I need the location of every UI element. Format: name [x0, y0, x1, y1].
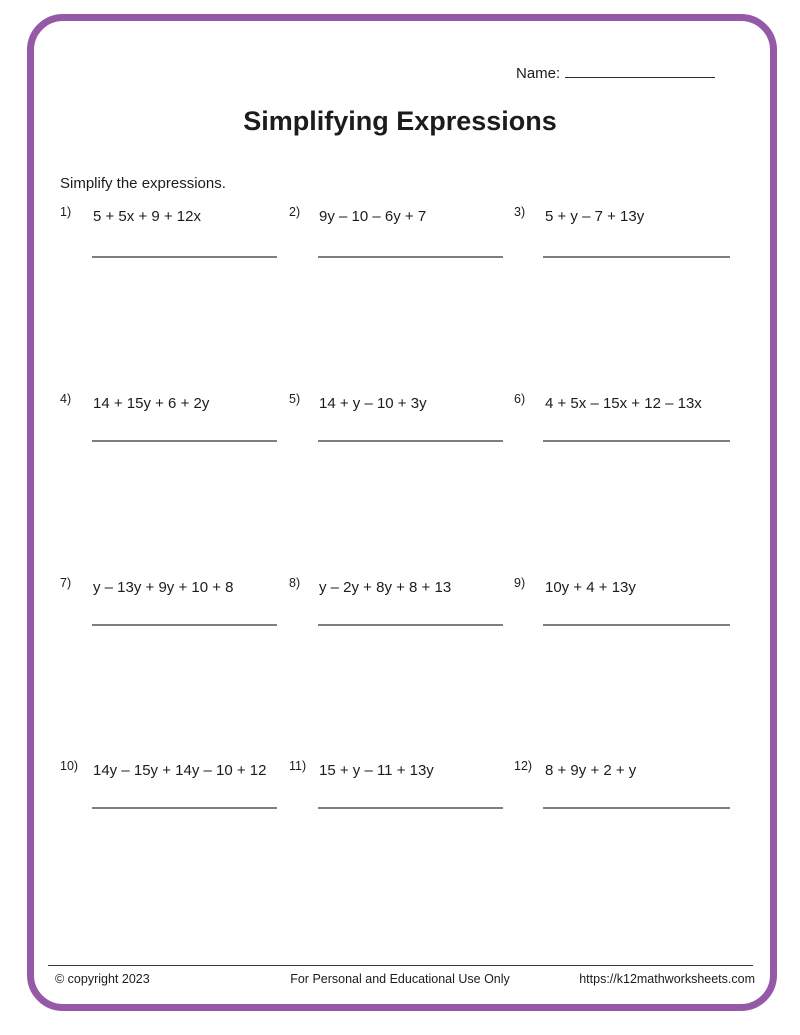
- footer-divider: [48, 965, 753, 966]
- problem-number: 6): [514, 392, 526, 406]
- problem-number: 9): [514, 576, 526, 590]
- problem-expression: y – 2y + 8y + 8 + 13: [319, 579, 452, 596]
- problem-number: 10): [60, 759, 79, 773]
- problem-expression: 14 + y – 10 + 3y: [319, 395, 427, 412]
- problem-expression: 15 + y – 11 + 13y: [319, 762, 434, 779]
- footer-copyright: © copyright 2023: [55, 972, 150, 986]
- footer-usage-notice: For Personal and Educational Use Only: [290, 972, 510, 986]
- problem-number: 1): [60, 205, 72, 219]
- answer-line: [92, 256, 277, 258]
- answer-line: [318, 624, 503, 626]
- instructions-text: Simplify the expressions.: [60, 175, 226, 192]
- problem-expression: 14 + 15y + 6 + 2y: [93, 395, 210, 412]
- problem-number: 4): [60, 392, 72, 406]
- problem-number: 8): [289, 576, 301, 590]
- answer-line: [318, 256, 503, 258]
- problem-expression: 10y + 4 + 13y: [545, 579, 636, 596]
- answer-line: [92, 440, 277, 442]
- problem-expression: 5 + 5x + 9 + 12x: [93, 208, 201, 225]
- problem-number: 2): [289, 205, 301, 219]
- answer-line: [543, 256, 730, 258]
- answer-line: [318, 807, 503, 809]
- problem-number: 11): [289, 759, 307, 773]
- name-label: Name:: [516, 65, 561, 82]
- problem-number: 12): [514, 759, 533, 773]
- answer-line: [543, 807, 730, 809]
- problem-number: 3): [514, 205, 526, 219]
- problem-expression: 9y – 10 – 6y + 7: [319, 208, 427, 225]
- page-title: Simplifying Expressions: [243, 106, 557, 136]
- problem-expression: 5 + y – 7 + 13y: [545, 208, 645, 225]
- answer-line: [543, 440, 730, 442]
- problem-number: 7): [60, 576, 72, 590]
- answer-line: [318, 440, 503, 442]
- problem-expression: 8 + 9y + 2 + y: [545, 762, 637, 779]
- problem-expression: y – 13y + 9y + 10 + 8: [93, 579, 234, 596]
- problem-number: 5): [289, 392, 301, 406]
- answer-line: [92, 807, 277, 809]
- answer-line: [92, 624, 277, 626]
- problem-expression: 14y – 15y + 14y – 10 + 12: [93, 762, 267, 779]
- answer-line: [543, 624, 730, 626]
- footer-url: https://k12mathworksheets.com: [579, 972, 755, 986]
- problem-expression: 4 + 5x – 15x + 12 – 13x: [545, 395, 702, 412]
